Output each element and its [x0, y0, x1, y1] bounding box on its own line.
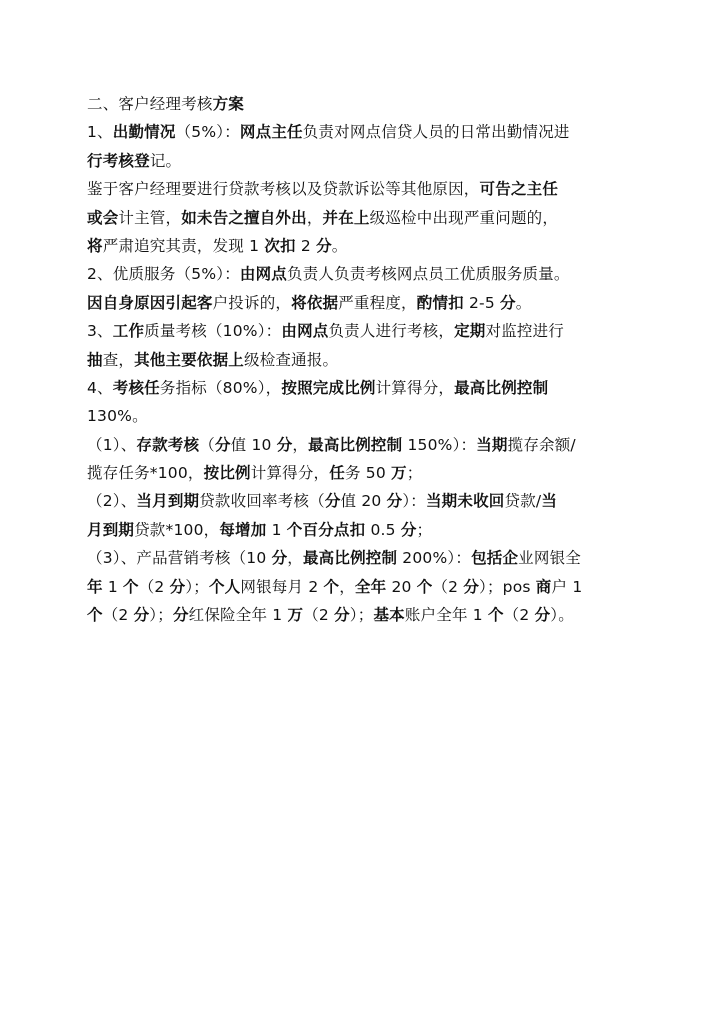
text-run: ，: [339, 577, 355, 596]
text-run: 个: [416, 577, 433, 596]
text-line: [87, 459, 647, 487]
text-run: ，: [292, 435, 309, 454]
text-run: 。: [515, 293, 532, 312]
text-run: 130%。: [87, 407, 148, 426]
text-run: 个: [123, 577, 139, 596]
text-run: 值 20: [340, 492, 387, 511]
text-run: 因自身原因引起客: [87, 293, 213, 312]
text-run: 值 10: [230, 435, 277, 454]
text-run: 对监控进行: [485, 322, 565, 341]
text-run: 个: [87, 606, 103, 625]
text-run: 查，: [102, 350, 135, 369]
text-run: 当月到期: [136, 492, 200, 511]
text-run: ）；: [149, 606, 173, 625]
text-run: 分: [463, 577, 480, 596]
text-run: （2: [138, 577, 170, 596]
text-run: 揽存余额/: [507, 435, 576, 454]
text-run: ）。: [550, 606, 574, 625]
text-run: 抽: [87, 350, 103, 369]
text-run: 可告之主任: [479, 180, 559, 199]
text-run: 次扣: [264, 236, 296, 255]
text-run: 存款考核: [136, 435, 200, 454]
text-run: 最高比例控制: [302, 549, 398, 568]
text-run: 分: [324, 492, 341, 511]
text-run: 户 1: [551, 577, 583, 596]
text-run: 业网银全: [518, 549, 581, 568]
text-run: 贷款/: [504, 492, 542, 511]
text-line: [87, 90, 647, 118]
text-run: 将: [87, 236, 103, 255]
text-run: 记。: [149, 151, 182, 170]
text-run: （2: [432, 577, 464, 596]
text-run: ）；: [185, 577, 209, 596]
text-run: 级检查通报。: [244, 350, 339, 369]
text-run: 分: [534, 606, 551, 625]
text-run: 1: [266, 520, 287, 539]
text-run: 网银每月 2: [240, 577, 324, 596]
text-run: 揽存任务*100，: [87, 464, 204, 483]
text-run: 2: [295, 236, 317, 255]
text-run: ）；pos: [479, 577, 536, 596]
document-body: [87, 90, 647, 629]
text-run: 计主管，: [118, 208, 182, 227]
text-run: 2、优质服务（5%）：: [87, 265, 240, 284]
text-run: 严重程度，: [338, 293, 417, 312]
text-line: [87, 516, 647, 544]
text-run: ；: [406, 464, 423, 483]
text-run: 个: [487, 606, 504, 625]
text-run: 或会: [87, 208, 119, 227]
text-run: 级巡检中出现严重问题的，: [369, 208, 559, 227]
text-run: 出勤情况: [112, 123, 176, 142]
text-line: [87, 573, 647, 601]
text-line: [87, 289, 647, 317]
text-line: [87, 204, 647, 232]
text-run: 商: [535, 577, 552, 596]
text-run: （1）、: [87, 435, 137, 454]
text-run: 最高比例控制: [454, 378, 549, 397]
text-run: 当: [541, 492, 558, 511]
text-run: 工作: [112, 322, 145, 341]
text-run: （2: [303, 606, 335, 625]
text-run: （2: [102, 606, 134, 625]
text-run: 网点主任: [239, 123, 303, 142]
text-run: 。: [331, 236, 348, 255]
text-run: （2: [503, 606, 535, 625]
text-line: [87, 260, 647, 288]
text-run: 由网点: [239, 265, 288, 284]
text-run: 定期: [454, 322, 486, 341]
text-run: 0.5: [365, 520, 401, 539]
text-run: 分: [276, 435, 293, 454]
text-run: 个百分点扣: [286, 520, 366, 539]
text-run: 负责人进行考核，: [328, 322, 455, 341]
text-run: 其他主要依据上: [134, 350, 245, 369]
text-run: 年: [87, 577, 103, 596]
text-run: 基本: [373, 606, 405, 625]
text-run: 户投诉的，: [212, 293, 292, 312]
text-run: 分: [334, 606, 350, 625]
text-run: 如未告之擅自外出: [181, 208, 307, 227]
text-line: [87, 232, 647, 260]
text-run: 负责对网点信贷人员的日常出勤情况进: [302, 123, 570, 142]
text-run: 红保险全年 1: [188, 606, 288, 625]
text-run: （3）、产品营销考核（10: [87, 549, 272, 568]
text-run: 分: [400, 520, 417, 539]
text-run: 任: [329, 464, 345, 483]
text-run: 当期: [476, 435, 508, 454]
text-run: 账户全年 1: [404, 606, 488, 625]
text-run: 每增加: [219, 520, 267, 539]
text-run: 个: [323, 577, 340, 596]
text-run: 行考核登: [87, 151, 150, 170]
text-run: 计算得分，: [375, 378, 455, 397]
text-run: 1、: [87, 123, 113, 142]
text-run: 按比例: [203, 464, 251, 483]
text-line: [87, 317, 647, 345]
text-run: 贷款*100，: [134, 520, 220, 539]
text-run: ，: [287, 549, 303, 568]
text-run: 最高比例控制: [308, 435, 403, 454]
text-run: 分: [386, 492, 403, 511]
text-line: [87, 374, 647, 402]
text-run: 150%）：: [402, 435, 477, 454]
text-run: 鉴于客户经理要进行贷款考核以及贷款诉讼等其他原因，: [87, 180, 480, 199]
text-run: 负责人负责考核网点员工优质服务质量。: [287, 265, 570, 284]
text-run: 分: [172, 606, 189, 625]
text-run: 3、: [87, 322, 113, 341]
text-run: （5%）：: [175, 123, 240, 142]
text-run: 1: [102, 577, 124, 596]
text-line: [87, 544, 647, 572]
text-line: [87, 118, 647, 146]
text-run: 严肃追究其责，发现 1: [102, 236, 265, 255]
text-run: 分: [169, 577, 186, 596]
text-run: 4、: [87, 378, 113, 397]
text-run: 务指标（80%），: [159, 378, 282, 397]
text-run: 贷款收回率考核（: [199, 492, 325, 511]
text-run: 万: [391, 464, 407, 483]
text-run: 个人: [208, 577, 241, 596]
text-run: ）；: [349, 606, 374, 625]
text-run: 2-5: [463, 293, 501, 312]
text-run: 分: [214, 435, 231, 454]
text-run: 方案: [212, 95, 245, 113]
text-run: 将依据: [291, 293, 339, 312]
text-run: 分: [316, 236, 332, 255]
text-run: 由网点: [281, 322, 329, 341]
text-run: 分: [133, 606, 150, 625]
text-run: ，: [306, 208, 323, 227]
text-run: （2）、: [87, 492, 137, 511]
text-line: [87, 147, 647, 175]
text-line: [87, 402, 647, 430]
text-run: 月到期: [87, 520, 135, 539]
text-line: [87, 175, 647, 203]
text-run: 当期未收回: [425, 492, 505, 511]
text-run: 并在上: [322, 208, 370, 227]
text-run: 计算得分，: [250, 464, 330, 483]
text-run: 分: [271, 549, 288, 568]
text-run: 分: [500, 293, 516, 312]
text-run: 包括企: [471, 549, 519, 568]
text-run: （: [199, 435, 215, 454]
text-line: [87, 601, 647, 629]
text-run: 质量考核（10%）：: [144, 322, 282, 341]
text-run: 200%）：: [397, 549, 472, 568]
text-run: 酌情扣: [416, 293, 464, 312]
text-run: 全年: [354, 577, 387, 596]
text-run: 20: [386, 577, 417, 596]
text-run: ）：: [402, 492, 426, 511]
text-line: [87, 431, 647, 459]
text-run: 万: [287, 606, 304, 625]
text-run: ；: [416, 520, 433, 539]
text-run: 二、客户经理考核: [87, 95, 213, 113]
text-run: 务 50: [344, 464, 392, 483]
text-line: [87, 487, 647, 515]
text-line: [87, 346, 647, 374]
text-run: 考核任: [112, 378, 160, 397]
text-run: 按照完成比例: [281, 378, 376, 397]
